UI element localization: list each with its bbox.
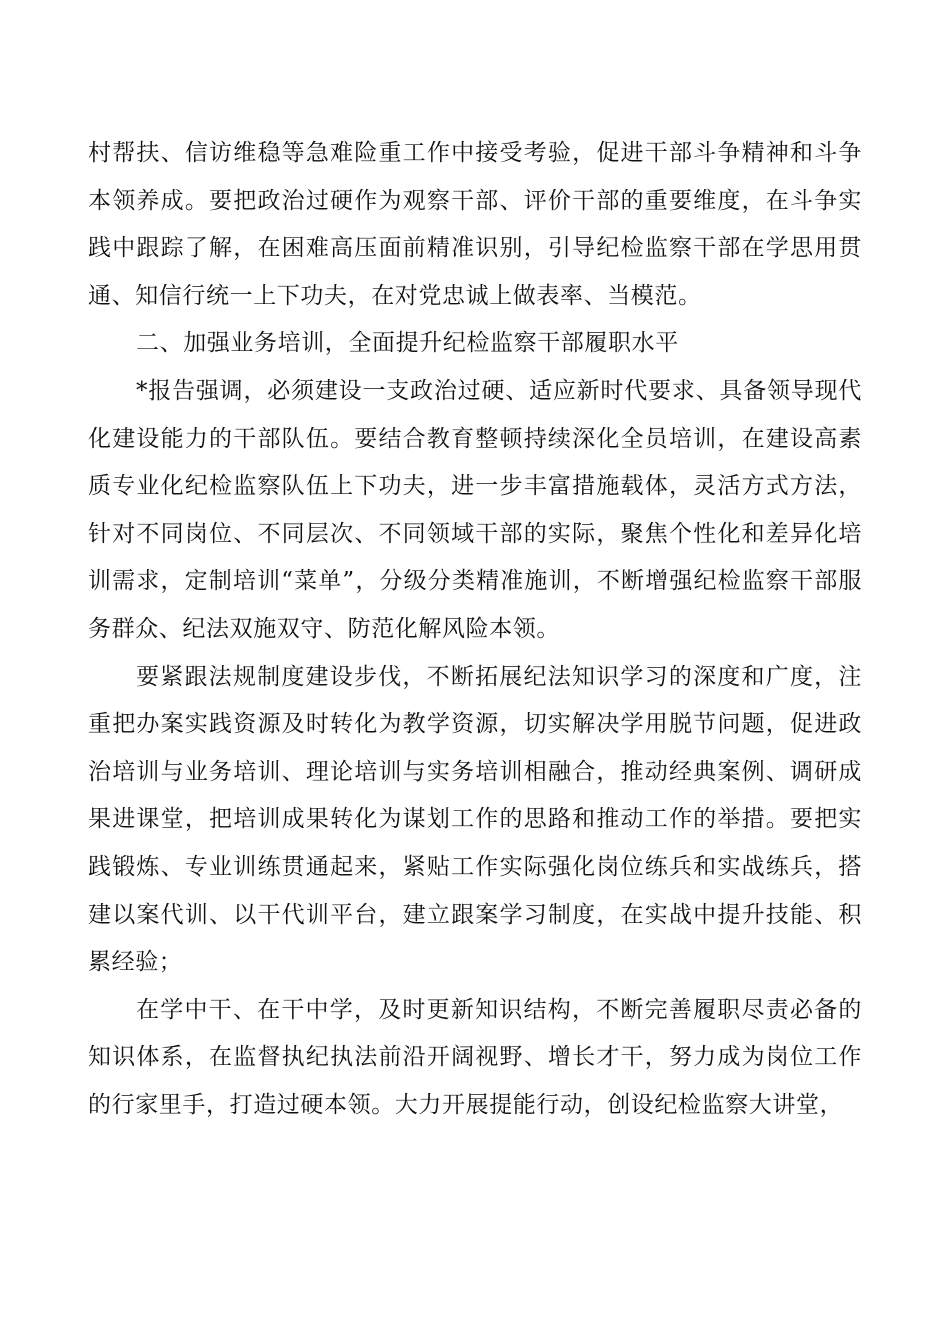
document-body bbox=[88, 130, 862, 1129]
paragraph-continuation: 村帮扶、信访维稳等急难险重工作中接受考验，促进干部斗争精神和斗争本领养成。要把政治过硬作为观察干部、评价干部的重要维度，在斗争实践中跟踪了解，在困难高压面前精准识别，引导纪检监察干部在学思用贯通、知信行统一上下功夫，在对党忠诚上做表率、当模范。 bbox=[88, 140, 862, 309]
section-heading: 二、加强业务培训，全面提升纪检监察干部履职水平 bbox=[136, 330, 679, 357]
paragraph-learning-by-doing: 在学中干、在干中学，及时更新知识结构，不断完善履职尽责必备的知识体系，在监督执纪执法前沿开阔视野、增长才干，努力成为岗位工作的行家里手，打造过硬本领。大力开展提能行动，创设纪检监察大讲堂， bbox=[88, 996, 862, 1118]
paragraph-report-emphasis: *报告强调，必须建设一支政治过硬、适应新时代要求、具备领导现代化建设能力的干部队伍。要结合教育整顿持续深化全员培训，在建设高素质专业化纪检监察队伍上下功夫，进一步丰富措施载体，灵活方式方法，针对不同岗位、不同层次、不同领域干部的实际，聚焦个性化和差异化培训需求，定制培训“菜单”，分级分类精准施训，不断增强纪检监察干部服务群众、纪法双施双守、防范化解风险本领。 bbox=[88, 377, 862, 642]
paragraph-regulation-study: 要紧跟法规制度建设步伐，不断拓展纪法知识学习的深度和广度，注重把办案实践资源及时转化为教学资源，切实解决学用脱节问题，促进政治培训与业务培训、理论培训与实务培训相融合，推动经典案例、调研成果进课堂，把培训成果转化为谋划工作的思路和推动工作的举措。要把实践锻炼、专业训练贯通起来，紧贴工作实际强化岗位练兵和实战练兵，搭建以案代训、以干代训平台，建立跟案学习制度，在实战中提升技能、积累经验； bbox=[88, 663, 862, 976]
